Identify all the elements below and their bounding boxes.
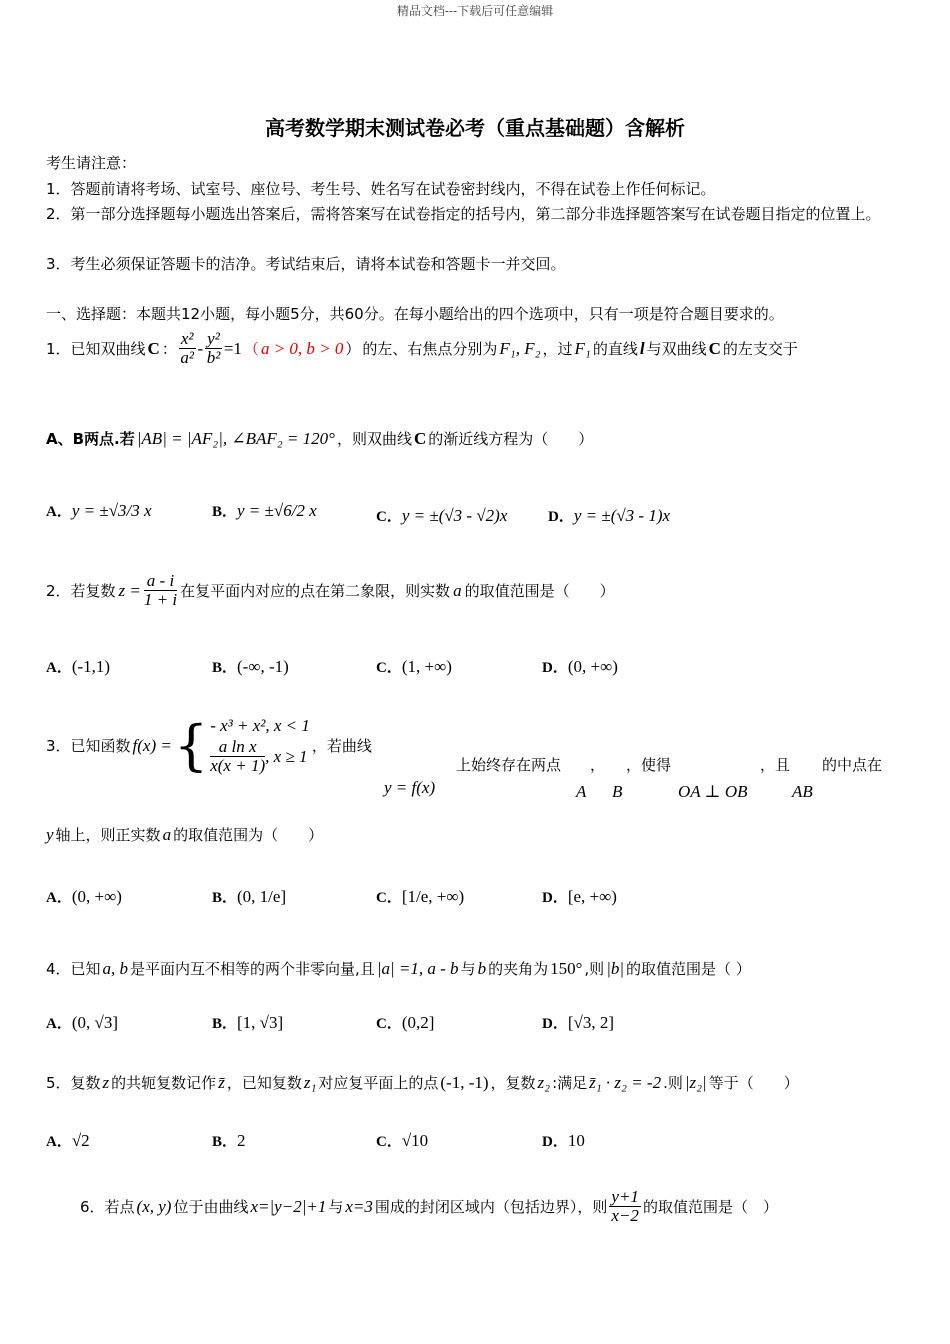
q1-c3: C [413,428,427,448]
q6-frac-num: y+1 [611,1187,639,1206]
q6-curve: x=|y−2|+1 [250,1196,327,1216]
q1-colon: ： [161,340,177,358]
q4-option-d-expr: [√3, 2] [567,1013,614,1032]
q3-option-c-expr: [1/e, +∞) [401,887,465,906]
q1-cond-close: ） [345,340,361,358]
q5-mid3: 对应复平面上的点 [318,1074,439,1092]
q3-sep: ， [590,756,606,774]
q1-f1: F₁ [574,338,591,358]
q1-c-label: C [147,338,160,358]
q6-frac [609,1188,641,1225]
q4-prefix: 4．已知 [46,960,101,978]
q5-mid5: :满足 [552,1074,588,1092]
q1-tail: 的左支交于 [722,340,798,358]
q5-zbar: z̄ [218,1072,225,1092]
q3-brace: { [173,713,209,777]
q1-option-b-expr: y = ±√6/2 x [237,501,317,520]
q2-frac-den: 1 + i [143,590,178,609]
q3-point-a: A [576,782,587,801]
q5-abs-z2: |z₂| [684,1072,707,1092]
q5-option-c[interactable] [376,1130,428,1151]
q1-prefix: 1．已知双曲线 [46,340,146,358]
q5-mid1: 的共轭复数记作 [111,1074,217,1092]
q3-option-d-label: D． [542,890,568,906]
q5-option-d[interactable] [542,1130,585,1151]
q2-option-a-label: A． [46,660,72,676]
q3-curve: y = f(x) [384,778,436,797]
q1-frac-x-den: a² [180,348,194,367]
q1-option-d-label: D． [548,509,574,525]
question-1 [46,330,798,367]
q3-option-a-label: A． [46,890,72,906]
q3-option-c-label: C． [376,890,402,906]
q1-minus: - [197,338,204,358]
q6-tail: 的取值范围是（ ） [642,1198,778,1216]
notice-item-1: 1．答题前请将考场、试室号、座位号、考生号、姓名写在试卷密封线内，不得在试卷上作任何标记。 [46,180,716,198]
q3-option-a-expr: (0, +∞) [71,887,122,906]
q1-mid4: 与双曲线 [646,340,707,358]
q1-option-a-label: A． [46,504,72,520]
q1-line2-mid: ，则双曲线 [336,430,412,448]
q2-option-c-label: C． [376,660,402,676]
q4-b: b [477,958,487,978]
q4-option-b[interactable] [212,1012,283,1033]
q1-cond2: |AB| = |AF₂|, ∠BAF₂ = 120° [136,428,335,448]
q2-option-c-expr: (1, +∞) [401,657,452,676]
q1-line2-tail: 的渐近线方程为（ ） [428,430,594,448]
q4-option-d-label: D． [542,1016,568,1032]
q1-frac-x-num: x² [180,329,194,348]
q1-l: l [639,338,645,358]
q5-option-a-label: A． [46,1134,72,1150]
q3-prefix: 3．已知函数 [46,737,131,755]
q5-point: (-1, -1) [440,1072,489,1092]
q6-prefix: 6．若点 [80,1198,135,1216]
question-1-line-2 [46,428,593,449]
q5-option-a-expr: √2 [71,1131,90,1150]
header-note: 精品文档---下载后可任意编辑 [396,4,554,18]
q3-mid2: 上始终存在两点 [456,756,562,774]
q6-mid2: 与 [328,1198,344,1216]
q3-option-b-expr: (0, 1/e] [237,887,287,906]
q2-option-d[interactable] [542,656,618,677]
q6-mid3: 围成的封闭区域内（包括边界），则 [374,1198,608,1216]
q4-angle: 150° [550,958,583,978]
q4-option-a-expr: (0, √3] [71,1013,118,1032]
q2-prefix: 2．若复数 [46,582,116,600]
q3-line2-y: y [46,824,54,844]
q1-line2-prefix: A、B两点.若 [46,430,135,448]
question-4 [46,958,751,979]
q4-mid2: 与 [460,960,476,978]
q3-fx: f(x) = [132,735,172,755]
q4-ab: a, b [102,958,129,978]
q3-tail: 的中点在 [822,756,883,774]
q5-eq: z̄₁ · z₂ = -2 [589,1072,662,1092]
q3-option-b[interactable] [212,886,286,907]
q2-frac [144,572,177,609]
question-5 [46,1072,799,1093]
q4-option-c-expr: (0,2] [401,1013,435,1032]
q5-option-a[interactable] [46,1130,90,1151]
q1-foci: F₁, F₂ [499,338,541,358]
q1-mid2: ，过 [542,340,573,358]
q1-mid3: 的直线 [592,340,638,358]
q3-ab: AB [792,782,813,801]
q3-case-2-den: x(x + 1) [210,756,266,775]
q1-option-a[interactable] [46,500,152,521]
q5-z1: z₁ [303,1072,317,1092]
page-title: 高考数学期末测试卷必考（重点基础题）含解析 [265,116,685,140]
q3-cases [210,716,310,775]
q2-option-b-label: B． [212,660,238,676]
q1-mid: 的左、右焦点分别为 [362,340,498,358]
q4-option-a-label: A． [46,1016,72,1032]
q5-option-c-expr: √10 [401,1131,429,1150]
q3-mid1: ，若曲线 [311,737,372,755]
q5-option-b[interactable] [212,1130,246,1151]
q5-option-b-label: B． [212,1134,238,1150]
q1-option-c[interactable] [376,505,507,526]
q4-option-b-expr: [1, √3] [237,1013,284,1032]
q6-frac-den: x−2 [611,1206,639,1225]
question-6 [80,1188,778,1225]
q1-frac-y [205,330,222,367]
q6-line: x=3 [345,1196,373,1216]
notice-item-2: 2．第一部分选择题每小题选出答案后，需将答案写在试卷指定的括号内，第二部分非选择题答案写在试卷题目指定的位置上。 [46,205,881,223]
q3-point-b: B [612,782,623,801]
q1-frac-y-den: b² [206,348,221,367]
q5-tail: 等于（ ） [708,1074,799,1092]
q1-frac-y-num: y² [207,329,220,348]
q3-perp: OA ⊥ OB [678,782,748,801]
q3-case-2-frac [210,738,265,775]
q3-case-2-num: a ln x [210,738,265,757]
q3-mid4: ，且 [760,756,791,774]
q3-case-2 [210,738,310,775]
q5-prefix: 5．复数 [46,1074,101,1092]
q3-line2-a: a [162,824,172,844]
q3-mid3: ，使得 [626,756,672,774]
notice-heading: 考生请注意： [46,154,137,172]
q4-mid4: ,则 [584,960,605,978]
q4-option-d[interactable] [542,1012,614,1033]
q5-option-d-expr: 10 [567,1131,585,1150]
q4-mid3: 的夹角为 [488,960,549,978]
q2-option-d-expr: (0, +∞) [567,657,618,676]
q3-line2-mid: 轴上，则正实数 [55,826,161,844]
q1-cond: a > 0, b > 0 [260,338,344,358]
q1-option-a-expr: y = ±√3/3 x [71,501,152,520]
q1-eq: =1 [223,338,242,358]
q3-case-1: - x³ + x², x < 1 [210,716,310,735]
notice-item-3: 3．考生必须保证答题卡的洁净。考试结束后，请将本试卷和答题卡一并交回。 [46,255,566,273]
q1-frac-x [179,330,196,367]
q2-option-d-label: D． [542,660,568,676]
section-heading: 一、选择题：本题共12小题，每小题5分，共60分。在每小题给出的四个选项中，只有一项是符合题目要求的。 [46,305,784,323]
q3-case-2-cond: , x ≥ 1 [265,746,308,766]
q1-option-d-expr: y = ±(√3 - 1)x [573,506,671,525]
q2-frac-num: a - i [144,572,177,591]
q4-tail: 的取值范围是（ ） [626,960,751,978]
q1-c2: C [708,338,721,358]
q3-option-d[interactable] [542,886,617,907]
q3-option-c[interactable] [376,886,464,907]
q4-option-c-label: C． [376,1016,402,1032]
q2-option-b[interactable] [212,656,289,677]
q5-option-b-expr: 2 [237,1131,246,1150]
q4-mid1: 是平面内互不相等的两个非零向量,且 [130,960,375,978]
q2-a: a [453,580,462,600]
q6-point: (x, y) [136,1196,172,1216]
q5-mid2: ，已知复数 [226,1074,302,1092]
q4-option-b-label: B． [212,1016,238,1032]
q2-option-b-expr: (-∞, -1) [237,657,289,676]
q5-z2: z₂ [537,1072,551,1092]
q2-mid: 在复平面内对应的点在第二象限，则实数 [180,582,451,600]
q1-option-b[interactable] [212,500,317,521]
q4-abs-b: |b| [606,958,625,978]
question-3-line-2 [46,824,323,845]
q4-option-a[interactable] [46,1012,118,1033]
q1-option-c-expr: y = ±(√3 - √2)x [401,506,508,525]
q3-option-b-label: B． [212,890,238,906]
q4-option-c[interactable] [376,1012,434,1033]
q6-mid1: 位于由曲线 [173,1198,249,1216]
q5-mid6: .则 [663,1074,683,1092]
q5-z: z [102,1072,110,1092]
q5-mid4: ，复数 [490,1074,536,1092]
q2-option-a-expr: (-1,1) [71,657,111,676]
q1-option-d[interactable] [548,505,670,526]
q3-option-a[interactable] [46,886,122,907]
q1-option-b-label: B． [212,504,238,520]
q5-option-d-label: D． [542,1134,568,1150]
q2-tail: 的取值范围是（ ） [464,582,615,600]
q2-option-a[interactable] [46,656,110,677]
question-2 [46,572,615,609]
question-3 [46,713,372,777]
q4-cond: |a| =1, a - b [376,958,459,978]
q1-cond-open: （ [243,340,259,358]
q3-line2-tail: 的取值范围为（ ） [173,826,324,844]
q2-option-c[interactable] [376,656,452,677]
q5-option-c-label: C． [376,1134,402,1150]
q2-z-eq: z = [118,580,141,600]
q3-option-d-expr: [e, +∞) [567,887,617,906]
q1-option-c-label: C． [376,509,402,525]
